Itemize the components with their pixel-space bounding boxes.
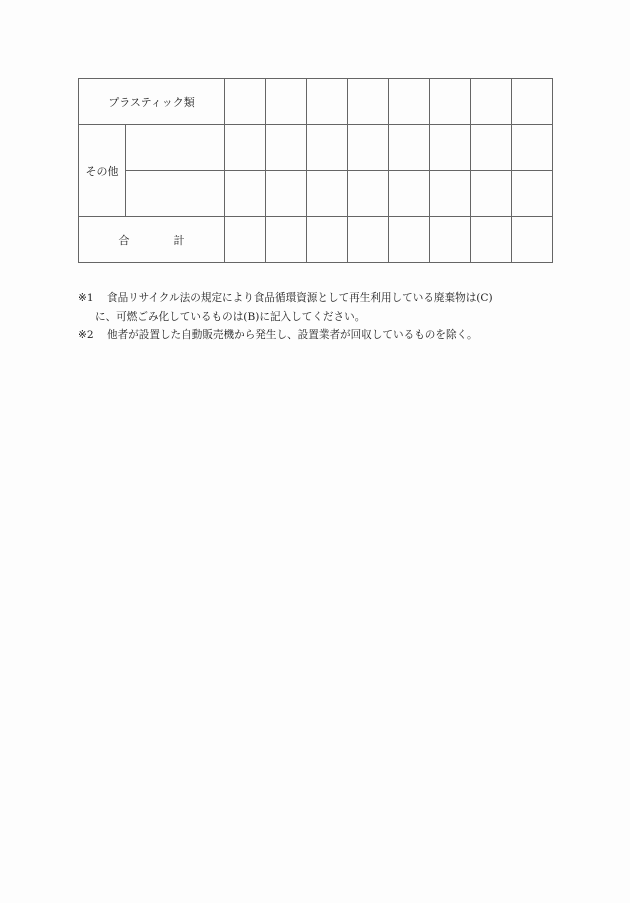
- footnotes: [78, 289, 493, 345]
- table-cell[interactable]: [266, 79, 307, 125]
- table-cell[interactable]: [389, 171, 430, 217]
- footnote-text: に、可燃ごみ化しているものは(B)に記入してください。: [95, 310, 366, 323]
- table-cell[interactable]: [225, 125, 266, 171]
- table-cell[interactable]: [225, 79, 266, 125]
- table-cell[interactable]: [389, 79, 430, 125]
- table-cell[interactable]: [348, 217, 389, 263]
- table-cell[interactable]: [512, 125, 553, 171]
- table-cell[interactable]: [348, 125, 389, 171]
- table-cell[interactable]: [307, 217, 348, 263]
- footnote-1-continued: [78, 308, 493, 327]
- table-cell[interactable]: [430, 79, 471, 125]
- waste-table: [78, 78, 553, 263]
- total-label-right: 計: [173, 233, 185, 247]
- footnote-mark: ※1: [78, 292, 94, 304]
- table-cell[interactable]: [430, 217, 471, 263]
- table-cell[interactable]: [307, 79, 348, 125]
- footnote-mark: ※2: [78, 329, 94, 341]
- table-row-other-2: [79, 171, 553, 217]
- footnote-2: [78, 326, 493, 345]
- total-label-left: 合: [118, 233, 130, 247]
- footnote-text: 他者が設置した自動販売機から発生し、設置業者が回収しているものを除く。: [107, 329, 478, 341]
- table-cell[interactable]: [512, 171, 553, 217]
- table-cell[interactable]: [266, 217, 307, 263]
- table-cell[interactable]: [471, 171, 512, 217]
- table-cell[interactable]: [471, 125, 512, 171]
- row-label-plastic: プラスティック類: [79, 79, 225, 125]
- table-cell[interactable]: [348, 79, 389, 125]
- table-cell[interactable]: [348, 171, 389, 217]
- table-row-total: [79, 217, 553, 263]
- sub-label-cell[interactable]: [126, 125, 225, 171]
- row-label-other: その他: [79, 125, 126, 217]
- table-row-plastic: [79, 79, 553, 125]
- table-cell[interactable]: [266, 125, 307, 171]
- table-cell[interactable]: [471, 217, 512, 263]
- row-label-total: [79, 217, 225, 263]
- table-cell[interactable]: [430, 125, 471, 171]
- table-cell[interactable]: [307, 125, 348, 171]
- table-cell[interactable]: [430, 171, 471, 217]
- table-cell[interactable]: [471, 79, 512, 125]
- footnote-text: 食品リサイクル法の規定により食品循環資源として再生利用している廃棄物は(C): [107, 292, 493, 304]
- table-cell[interactable]: [225, 217, 266, 263]
- table-cell[interactable]: [266, 171, 307, 217]
- table-cell[interactable]: [512, 217, 553, 263]
- table-cell[interactable]: [225, 171, 266, 217]
- table-cell[interactable]: [389, 217, 430, 263]
- footnote-1: [78, 289, 493, 308]
- table-row-other-1: [79, 125, 553, 171]
- table-cell[interactable]: [512, 79, 553, 125]
- table-cell[interactable]: [307, 171, 348, 217]
- sub-label-cell[interactable]: [126, 171, 225, 217]
- table-cell[interactable]: [389, 125, 430, 171]
